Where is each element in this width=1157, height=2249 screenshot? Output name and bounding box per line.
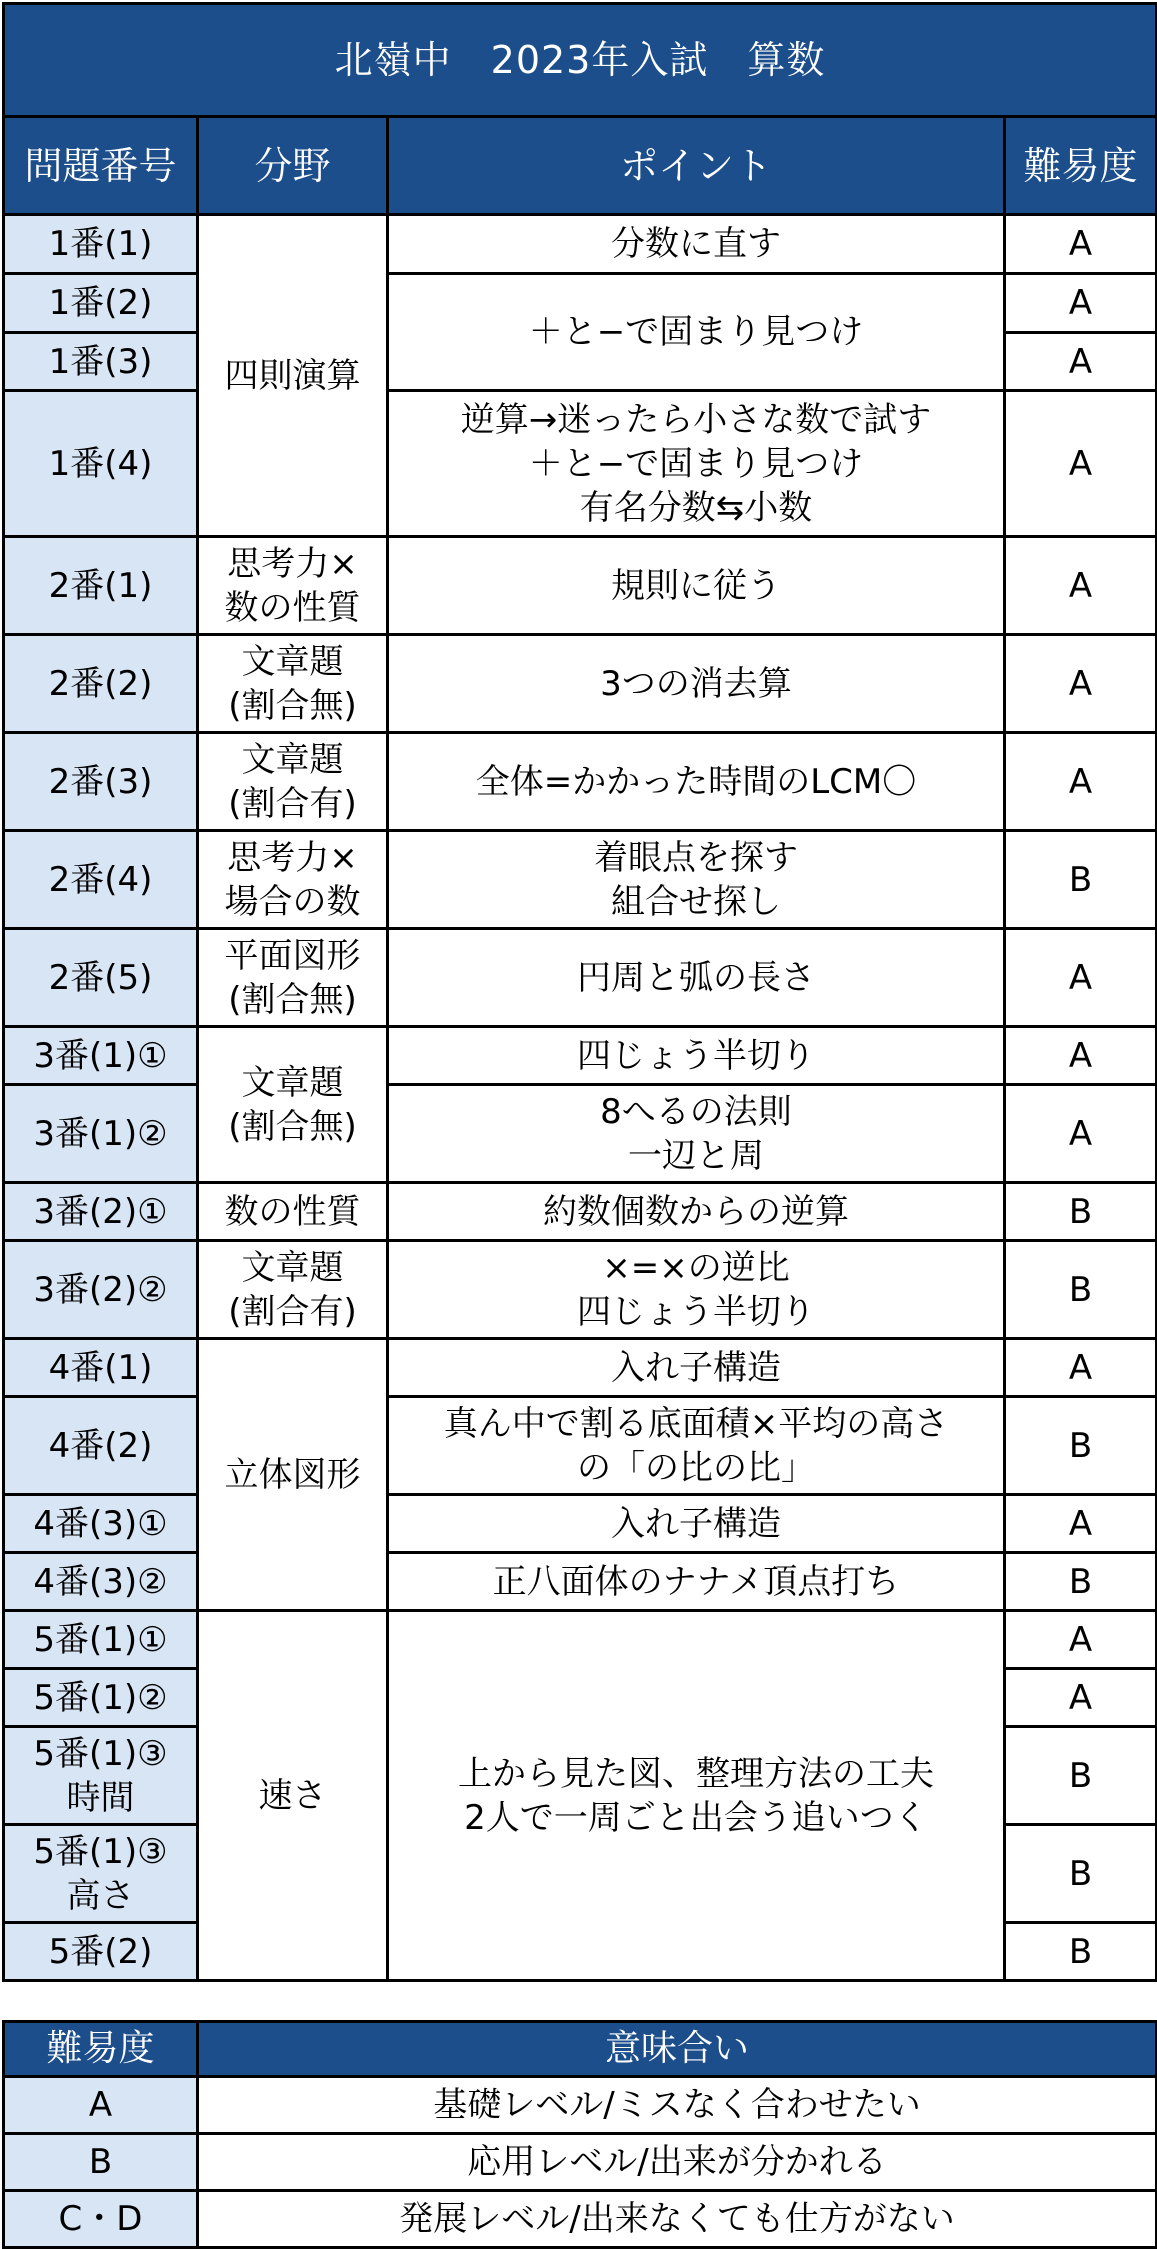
- problem-number: 1番(4): [4, 391, 198, 537]
- problem-number: 3番(2)②: [4, 1241, 198, 1339]
- problem-number: 3番(1)①: [4, 1027, 198, 1085]
- legend-level: B: [4, 2134, 198, 2191]
- legend-meaning: 基礎レベル/ミスなく合わせたい: [198, 2077, 1157, 2134]
- difficulty-cell: A: [1005, 1339, 1157, 1397]
- problem-number: 5番(1)①: [4, 1611, 198, 1669]
- point-cell: 入れ子構造: [388, 1339, 1005, 1397]
- field-cell: 文章題 (割合有): [198, 733, 388, 831]
- point-cell: 正八面体のナナメ頂点打ち: [388, 1553, 1005, 1611]
- point-cell: 全体=かかった時間のLCM〇: [388, 733, 1005, 831]
- difficulty-cell: A: [1005, 1669, 1157, 1727]
- problem-number: 2番(2): [4, 635, 198, 733]
- table-row: [4, 831, 1157, 929]
- difficulty-cell: A: [1005, 391, 1157, 537]
- difficulty-cell: B: [1005, 1183, 1157, 1241]
- difficulty-legend-table: [2, 2020, 1157, 2249]
- problem-number: 2番(3): [4, 733, 198, 831]
- table-row: [4, 1553, 1157, 1611]
- table-row: [4, 929, 1157, 1027]
- table-row: [4, 391, 1157, 537]
- table-row: [4, 733, 1157, 831]
- table-row: [4, 274, 1157, 333]
- legend-meaning: 応用レベル/出来が分かれる: [198, 2134, 1157, 2191]
- point-cell: 規則に従う: [388, 537, 1005, 635]
- legend-row: [4, 2077, 1157, 2134]
- point-cell: 入れ子構造: [388, 1495, 1005, 1553]
- difficulty-cell: A: [1005, 733, 1157, 831]
- point-cell: 3つの消去算: [388, 635, 1005, 733]
- difficulty-cell: A: [1005, 215, 1157, 274]
- table-title: 北嶺中 2023年入試 算数: [4, 4, 1157, 117]
- difficulty-cell: B: [1005, 1241, 1157, 1339]
- problem-number: 4番(3)②: [4, 1553, 198, 1611]
- field-cell: 数の性質: [198, 1183, 388, 1241]
- table-row: [4, 1183, 1157, 1241]
- problem-number: 5番(1)③ 時間: [4, 1727, 198, 1825]
- legend-row: [4, 2134, 1157, 2191]
- header-point: ポイント: [388, 117, 1005, 215]
- difficulty-cell: A: [1005, 1027, 1157, 1085]
- point-cell: 着眼点を探す 組合せ探し: [388, 831, 1005, 929]
- point-cell: 約数個数からの逆算: [388, 1183, 1005, 1241]
- point-cell: 真ん中で割る底面積×平均の高さ の「の比の比」: [388, 1397, 1005, 1495]
- problem-number: 4番(1): [4, 1339, 198, 1397]
- field-cell: 文章題 (割合無): [198, 635, 388, 733]
- difficulty-cell: B: [1005, 1923, 1157, 1981]
- table-row: [4, 1085, 1157, 1183]
- difficulty-cell: B: [1005, 1727, 1157, 1825]
- problem-number: 1番(2): [4, 274, 198, 333]
- header-difficulty: 難易度: [1005, 117, 1157, 215]
- legend-meaning: 発展レベル/出来なくても仕方がない: [198, 2191, 1157, 2248]
- problem-number: 4番(3)①: [4, 1495, 198, 1553]
- exam-analysis-table: [2, 2, 1157, 1982]
- difficulty-cell: A: [1005, 274, 1157, 333]
- table-row: [4, 1397, 1157, 1495]
- point-cell: ＋と−で固まり見つけ: [388, 274, 1005, 391]
- point-cell: ×=×の逆比 四じょう半切り: [388, 1241, 1005, 1339]
- difficulty-cell: A: [1005, 537, 1157, 635]
- point-cell: 円周と弧の長さ: [388, 929, 1005, 1027]
- table-row: [4, 215, 1157, 274]
- difficulty-cell: B: [1005, 831, 1157, 929]
- field-cell: 平面図形 (割合無): [198, 929, 388, 1027]
- point-cell: 上から見た図、整理方法の工夫 2人で一周ごと出会う追いつく: [388, 1611, 1005, 1981]
- table-row: [4, 1241, 1157, 1339]
- field-cell: 速さ: [198, 1611, 388, 1981]
- legend-level: C・D: [4, 2191, 198, 2248]
- difficulty-cell: A: [1005, 635, 1157, 733]
- difficulty-cell: A: [1005, 333, 1157, 391]
- header-field: 分野: [198, 117, 388, 215]
- difficulty-cell: B: [1005, 1825, 1157, 1923]
- table-row: [4, 635, 1157, 733]
- problem-number: 5番(1)③ 高さ: [4, 1825, 198, 1923]
- problem-number: 1番(3): [4, 333, 198, 391]
- problem-number: 2番(5): [4, 929, 198, 1027]
- field-cell: 文章題 (割合無): [198, 1027, 388, 1183]
- table-row: [4, 1611, 1157, 1669]
- field-cell: 四則演算: [198, 215, 388, 537]
- problem-number: 5番(1)②: [4, 1669, 198, 1727]
- difficulty-cell: B: [1005, 1553, 1157, 1611]
- field-cell: 思考力× 数の性質: [198, 537, 388, 635]
- problem-number: 3番(1)②: [4, 1085, 198, 1183]
- problem-number: 3番(2)①: [4, 1183, 198, 1241]
- field-cell: 思考力× 場合の数: [198, 831, 388, 929]
- legend-header-meaning: 意味合い: [198, 2022, 1157, 2077]
- point-cell: 四じょう半切り: [388, 1027, 1005, 1085]
- difficulty-cell: A: [1005, 1495, 1157, 1553]
- field-cell: 立体図形: [198, 1339, 388, 1611]
- field-cell: 文章題 (割合有): [198, 1241, 388, 1339]
- problem-number: 4番(2): [4, 1397, 198, 1495]
- point-cell: 逆算→迷ったら小さな数で試す ＋と−で固まり見つけ 有名分数⇆小数: [388, 391, 1005, 537]
- point-cell: 分数に直す: [388, 215, 1005, 274]
- problem-number: 5番(2): [4, 1923, 198, 1981]
- table-row: [4, 1027, 1157, 1085]
- problem-number: 2番(4): [4, 831, 198, 929]
- table-row: [4, 1495, 1157, 1553]
- legend-row: [4, 2191, 1157, 2248]
- table-row: [4, 537, 1157, 635]
- point-cell: 8へるの法則 一辺と周: [388, 1085, 1005, 1183]
- difficulty-cell: A: [1005, 1611, 1157, 1669]
- legend-level: A: [4, 2077, 198, 2134]
- problem-number: 2番(1): [4, 537, 198, 635]
- legend-header-difficulty: 難易度: [4, 2022, 198, 2077]
- difficulty-cell: A: [1005, 1085, 1157, 1183]
- difficulty-cell: B: [1005, 1397, 1157, 1495]
- header-problem-number: 問題番号: [4, 117, 198, 215]
- difficulty-cell: A: [1005, 929, 1157, 1027]
- table-row: [4, 1339, 1157, 1397]
- problem-number: 1番(1): [4, 215, 198, 274]
